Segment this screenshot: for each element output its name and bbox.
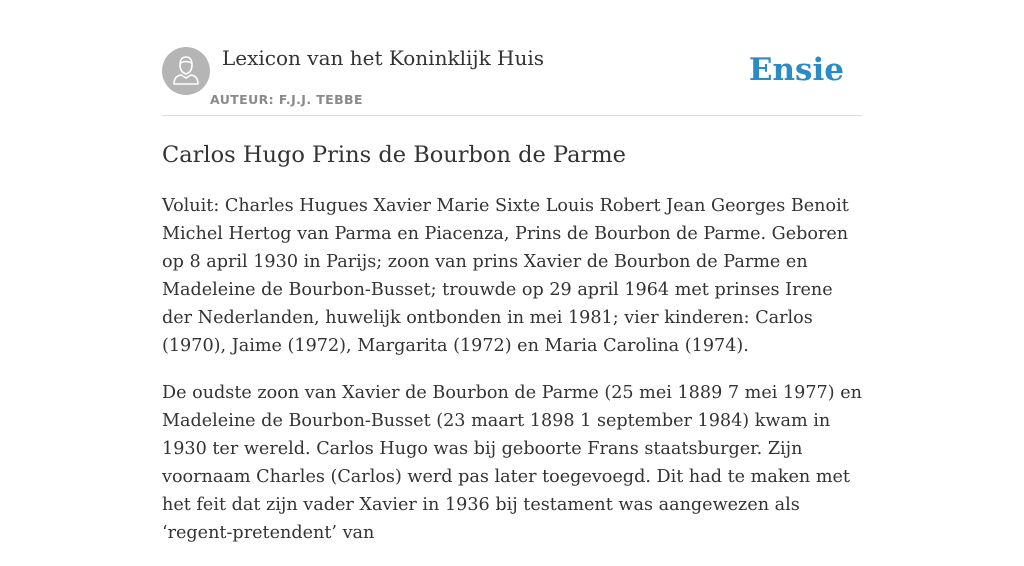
article-title: Carlos Hugo Prins de Bourbon de Parme [162,142,626,168]
source-title[interactable]: Lexicon van het Koninklijk Huis [222,46,545,70]
article-paragraph: De oudste zoon van Xavier de Bourbon de Parme (25 mei 1889 7 mei 1977) en Madeleine de Bourbon-Busset (23 maart 1898 1 september 1984) kwam in 1930 ter wereld. Carlos Hugo was bij geboorte Frans staatsburger. Zijn voornaam Charles (Carlos) werd pas later toegevoegd. Dit had te maken met het feit dat zijn vader Xavier in 1936 bij testament was aangewezen als ‘regent-pretendent’ van [162,383,862,543]
author-name[interactable]: AUTEUR: F.J.J. TEBBE [210,92,363,107]
brand-logo[interactable]: Ensie [748,52,844,88]
article-body [162,192,868,566]
author-avatar[interactable] [162,47,210,95]
article-header [162,46,862,116]
article-paragraph: Voluit: Charles Hugues Xavier Marie Sixte Louis Robert Jean Georges Benoit Michel Hertog van Parma en Piacenza, Prins de Bourbon de Parme. Geboren op 8 april 1930 in Parijs; zoon van prins Xavier de Bourbon de Parme en Madeleine de Bourbon-Busset; trouwde op 29 april 1964 met prinses Irene der Nederlanden, huwelijk ontbonden in mei 1981; vier kinderen: Carlos (1970), Jaime (1972), Margarita (1972) en Maria Carolina (1974). [162,196,849,356]
